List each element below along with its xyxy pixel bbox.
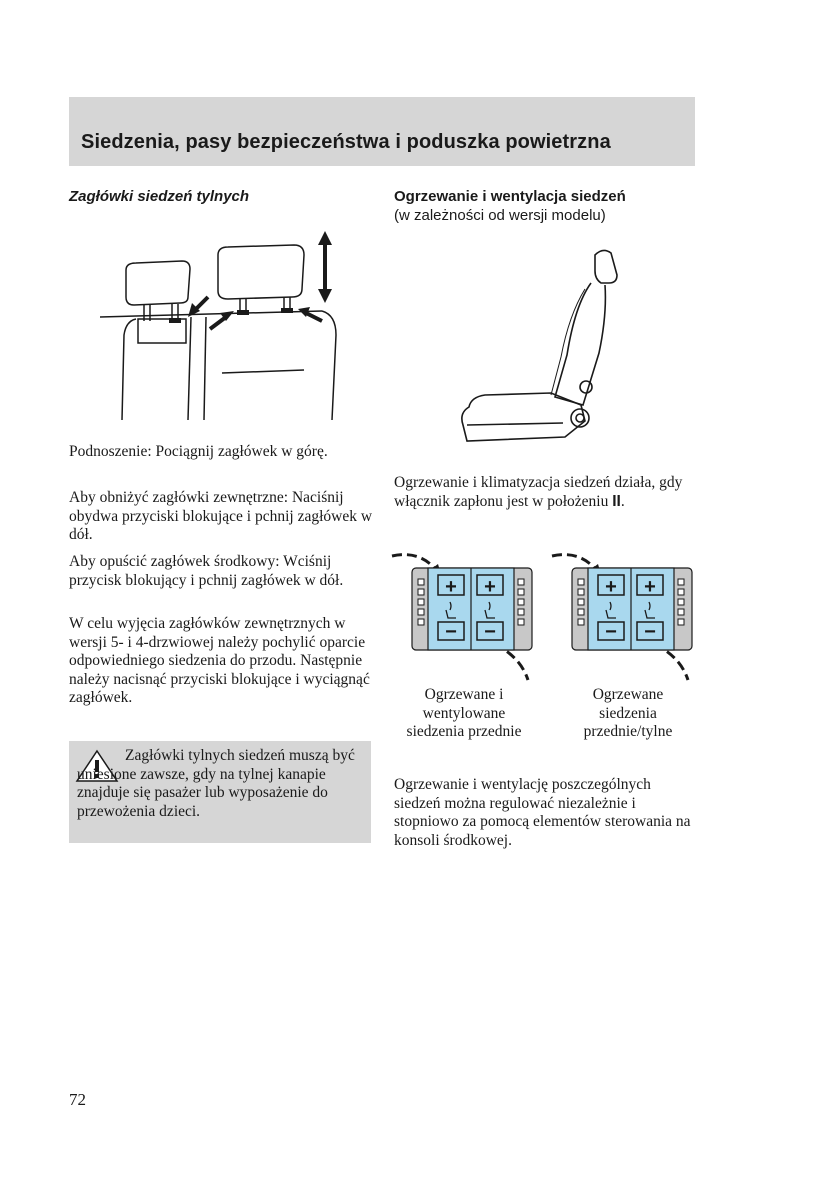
heated-panel: [550, 548, 700, 684]
caption-heated-ventilated: Ogrzewane i wentylowane siedzenia przednie: [406, 686, 522, 740]
raise-instruction: Podnoszenie: Pociągnij zagłówek w górę.: [69, 443, 328, 460]
seat-heating-intro: Ogrzewanie i klimatyzacja siedzeń działa, gdy włącznik zapłonu jest w położeniu II.: [394, 474, 683, 510]
warning-box: [69, 741, 371, 843]
page-header: [69, 97, 695, 166]
caption-heated: Ogrzewane siedzenia przednie/tylne: [583, 686, 673, 740]
page-number: 72: [69, 1090, 86, 1109]
minus-symbol: −: [605, 621, 617, 643]
heated-ventilated-panel: [390, 548, 540, 684]
seat-heating-heading: Ogrzewanie i wentylacja siedzeń: [394, 188, 626, 205]
remove-instruction: W celu wyjęcia zagłówków zewnętrznych w wersji 5- i 4-drzwiowej należy pochylić oparcie odpowiedniego siedzenia do przodu. Następnie należy nacisnąć przyciski blokujące i wyciągnąć zagłówek.: [69, 615, 370, 706]
warning-text: Zagłówki tylnych siedzeń muszą być uniesione zawsze, gdy na tylnej kanapie znajduje się pasażer lub wyposażenie do przewożenia dzieci.: [77, 747, 355, 820]
minus-symbol: −: [484, 621, 496, 643]
lower-outer-instruction: Aby obniżyć zagłówki zewnętrzne: Naciśnij obydwa przyciski blokujące i pchnij zagłówek w dół.: [69, 489, 373, 543]
headrests-heading: Zagłówki siedzeń tylnych: [69, 188, 250, 205]
lower-center-instruction: Aby opuścić zagłówek środkowy: Wciśnij przycisk blokujący i pchnij zagłówek w dół.: [69, 553, 344, 589]
seat-heating-subheading: (w zależności od wersji modelu): [394, 207, 606, 224]
plus-symbol: +: [605, 576, 617, 598]
minus-symbol: −: [445, 621, 457, 643]
plus-symbol: +: [445, 576, 457, 598]
seat-illustration: [455, 245, 625, 460]
page-title: Siedzenia, pasy bezpieczeństwa i poduszka powietrzna: [81, 131, 611, 153]
plus-symbol: +: [644, 576, 656, 598]
seat-heating-control-text: Ogrzewanie i wentylację poszczególnych siedzeń można regulować niezależnie i stopniowo za pomocą elementów sterowania na konsoli środkowej.: [394, 776, 691, 849]
minus-symbol: −: [644, 621, 656, 643]
rear-headrest-illustration: [96, 225, 346, 425]
plus-symbol: +: [484, 576, 496, 598]
ignition-position: II: [612, 492, 621, 510]
